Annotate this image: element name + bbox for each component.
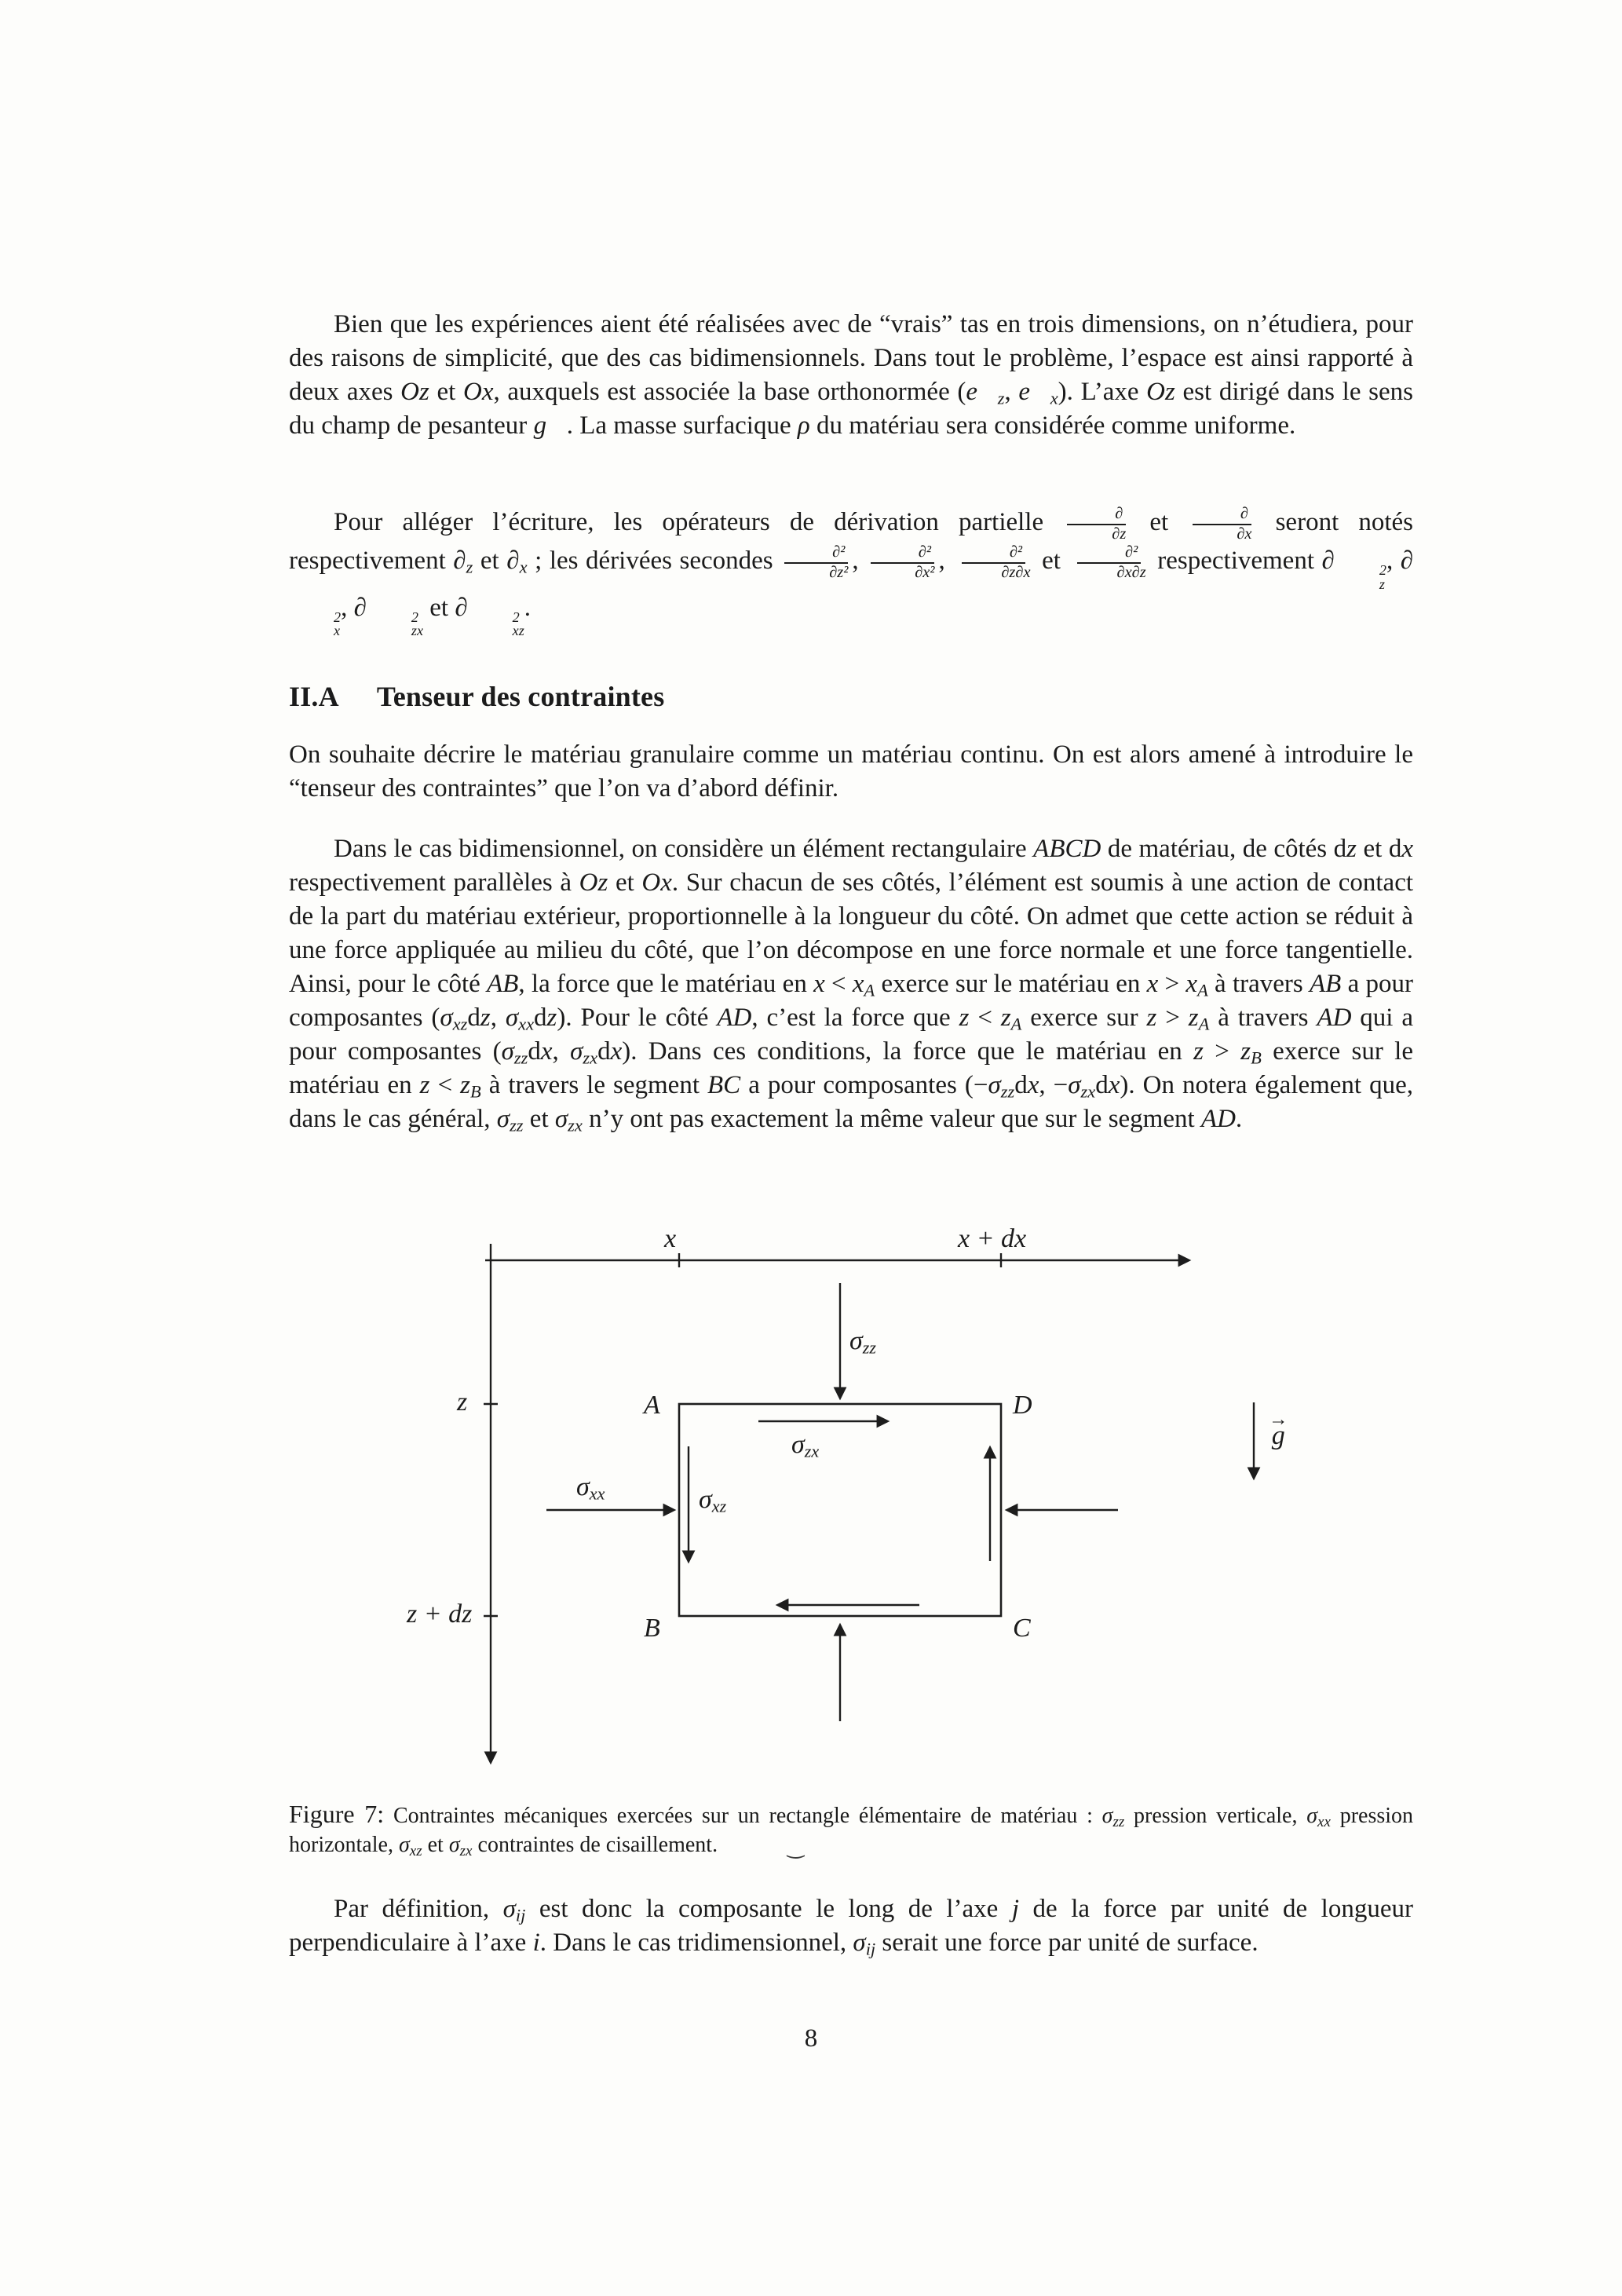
- page-number: 8: [804, 2024, 818, 2053]
- figure-caption-text: Contraintes mécaniques exercées sur un rectangle élémentaire de matériau : $\sigma_{zz}$ pression verticale, $\sigma_{xx}$ pression horizontale, $\sigma_{xz}$ et $\sigma_{zx}$ contraintes de cisaillement.: [289, 1804, 1414, 1859]
- corner-label-b: B: [644, 1614, 660, 1643]
- corner-label-a: A: [644, 1391, 660, 1420]
- figure-caption-label: Figure 7:: [289, 1800, 385, 1828]
- stray-ink-mark: ‿: [787, 1836, 804, 1859]
- stress-diagram: [289, 1223, 1413, 1782]
- paragraph-notation: Pour alléger l’écriture, les opérateurs de dérivation partielle $\frac{\partial}{\partial z}$ et $\frac{\partial}{\partial x}$ seront notés respectivement $\partial_z$ et $\partial_x$ ; les dérivées secondes $\frac{\text{∂²}}{\text{∂z²}}$ , $\frac{\text{∂²}}{\text{∂x²}}$ , $\frac{\text{∂²}}{\partial z\partial x}$ et $\frac{\text{∂²}}{\partial x\partial z}$ respectivement ∂ 2 z , ∂ 2 x , ∂ 2 zx et ∂ 2 xz .: [289, 505, 1414, 639]
- sigma-subscript: xz: [711, 1496, 727, 1516]
- sigma-xx-label: [576, 1472, 605, 1503]
- sigma-symbol: σ: [699, 1485, 712, 1514]
- z-dz-axis-label: z + dz: [407, 1600, 473, 1629]
- z-axis-label: z: [457, 1387, 468, 1417]
- sigma-symbol: σ: [576, 1472, 590, 1501]
- vector-arrow-icon: →: [1269, 1409, 1288, 1430]
- section-heading: [289, 680, 664, 713]
- gravity-label: [1269, 1410, 1288, 1450]
- sigma-zz-label: [849, 1325, 876, 1357]
- sigma-subscript: xx: [589, 1483, 605, 1504]
- figure-caption: [289, 1800, 1413, 1859]
- sigma-subscript: zz: [862, 1337, 876, 1358]
- sigma-subscript: zx: [804, 1441, 820, 1461]
- element-rectangle-abcd: [679, 1404, 1001, 1616]
- gravity-symbol: g: [1271, 1421, 1285, 1451]
- figure-7: [289, 1223, 1413, 1782]
- paragraph-continuum: On souhaite décrire le matériau granulaire comme un matériau continu. On est alors amené à introduire le “tenseur des contraintes” que l’on va d’abord définir.: [289, 740, 1413, 803]
- sigma-symbol: σ: [791, 1430, 805, 1459]
- corner-label-d: D: [1013, 1391, 1032, 1420]
- section-number: II.A: [289, 681, 339, 712]
- corner-label-c: C: [1013, 1614, 1031, 1643]
- x-axis-label: x: [664, 1224, 677, 1253]
- paragraph-stress-tensor: Dans le cas bidimensionnel, on considère un élément rectangulaire ABCD de matériau, de côtés dz et dx respectivement parallèles à Oz et Ox. Sur chacun de ses côtés, l’élément est soumis à une action de contact de la part du matériau extérieur, proportionnelle à la longueur du côté. On admet que cette action se réduit à une force appliquée au milieu du côté, que l’on décompose en une force normale et une force tangentielle. Ainsi, pour le côté AB, la force que le matériau en $x < x_A$ exerce sur le matériau en $x > x_A$ à travers AB a pour composantes ($\sigma_{xz}dz$, $\sigma_{xx}dz$). Pour le côté AD, c’est la force que $z < z_A$ exerce sur $z > z_A$ à travers AD qui a pour composantes ($\sigma_{zz}dx$, $\sigma_{zx}dx$). Dans ces conditions, la force que le matériau en $z > z_B$ exerce sur le matériau en $z < z_B$ à travers le segment BC a pour composantes ($-\sigma_{zz}dx$, $-\sigma_{zx}dx$). On notera également que, dans le cas général, $\sigma_{zz}$ et $\sigma_{zx}$ n’y ont pas exactement la même valeur que sur le segment AD.: [289, 835, 1414, 1135]
- x-dx-axis-label: x + dx: [958, 1224, 1027, 1253]
- section-title: Tenseur des contraintes: [376, 681, 665, 712]
- sigma-xz-label: [699, 1484, 726, 1515]
- sigma-zx-label: [791, 1429, 819, 1461]
- paragraph-sigma-definition: Par définition, $\sigma_{ij}$ est donc la composante le long de l’axe j de la force par unité de longueur perpendiculaire à l’axe i. Dans le cas tridimensionnel, $\sigma_{ij}$ serait une force par unité de surface.: [289, 1895, 1413, 1959]
- paragraph-intro: Bien que les expériences aient été réalisées avec de “vrais” tas en trois dimensions, on n’étudiera, pour des raisons de simplicité, que des cas bidimensionnels. Dans tout le problème, l’espace est ainsi rapporté à deux axes Oz et Ox, auxquels est associée la base orthonormée ($e⃗_z$, $e⃗_x$). L’axe Oz est dirigé dans le sens du champ de pesanteur g⃗. La masse surfacique ρ du matériau sera considérée comme uniforme.: [289, 310, 1413, 440]
- sigma-symbol: σ: [849, 1326, 863, 1355]
